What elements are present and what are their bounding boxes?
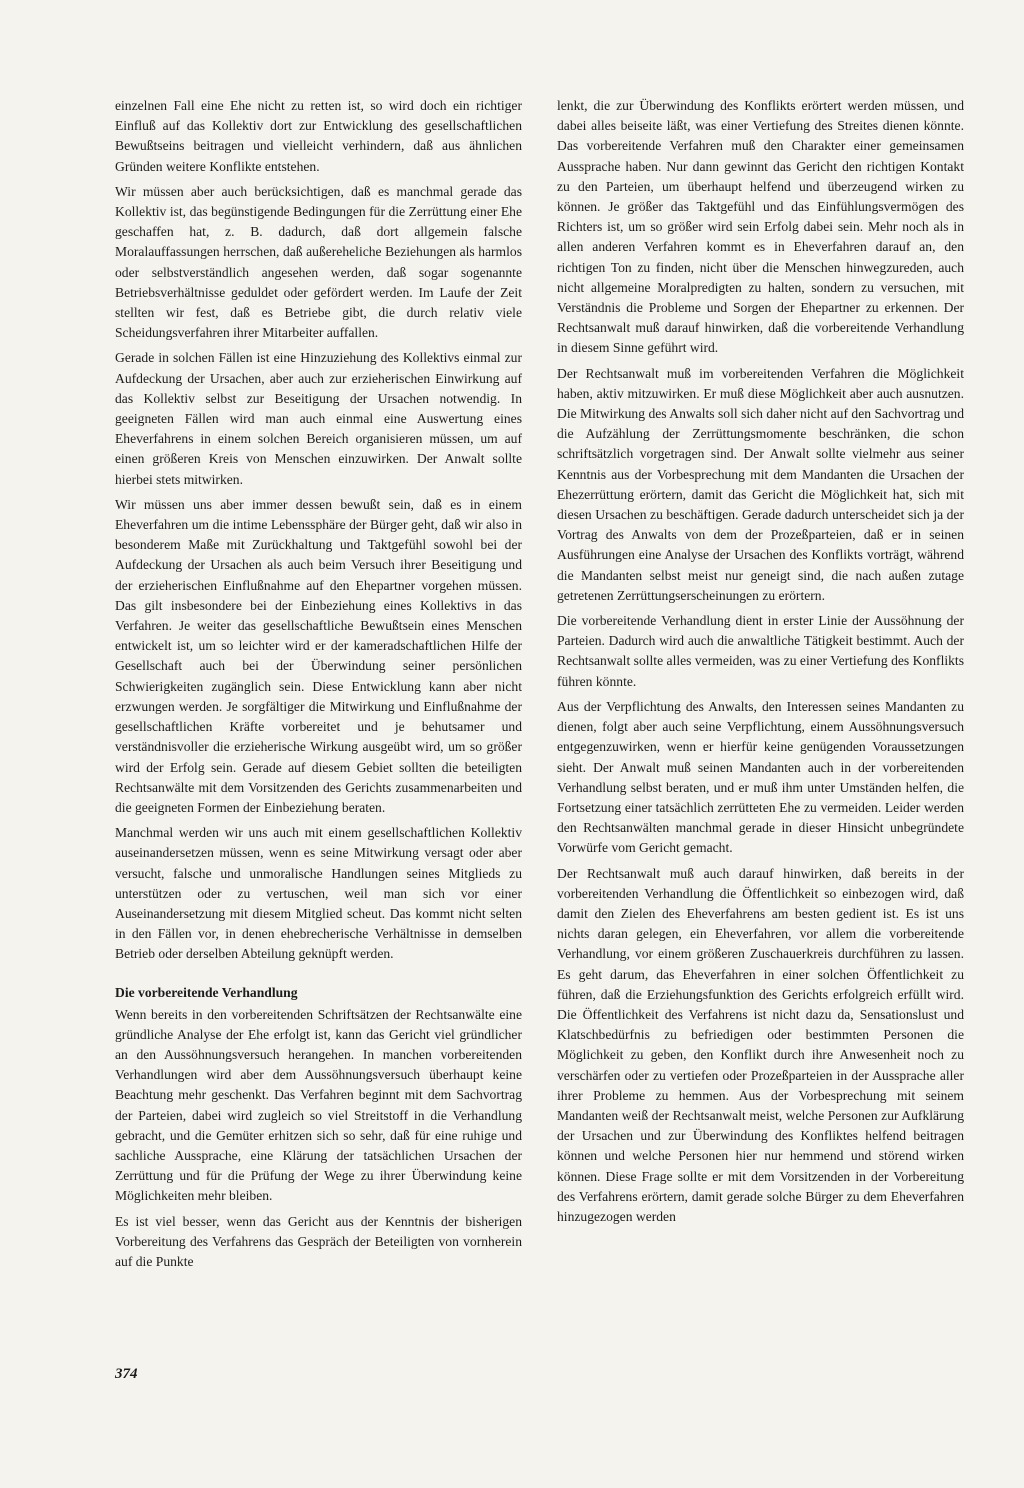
left-paragraph-6: Wenn bereits in den vorbereitenden Schriftsätzen der Rechtsanwälte eine gründliche Analyse der Ehe erfolgt ist, kann das Gericht viel gründlicher an den Aussöhnungsversuch herangehen. In manchen vorbereitenden Verhandlungen wird aber dem Aussöhnungsversuch überhaupt keine Beachtung mehr geschenkt. Das Verfahren beginnt mit dem Sachvortrag der Parteien, dabei wird zugleich so viel Streitstoff in die Verhandlung gebracht, und die Gemüter erhitzen sich so sehr, daß für eine ruhige und sachliche Aussprache, eine Klärung der tatsächlichen Ursachen der Zerrüttung und für die Prüfung der Wege zu ihrer Überwindung keine Möglichkeiten mehr bleiben. bbox=[115, 1006, 522, 1204]
right-paragraph-2: Der Rechtsanwalt muß im vorbereitenden Verfahren die Möglichkeit haben, aktiv mitzuwirken. Er muß diese Möglichkeit aber auch ausnutzen. Die Mitwirkung des Anwalts soll sich daher nicht auf den Sachvortrag und die Aufzählung der Zerrüttungsmomente beschränken, die schon schriftsätzlich vorgetragen sind. Der Anwalt sollte vielmehr aus seiner Kenntnis aus der Vorbesprechung mit dem Mandanten die Ursachen der Ehezerrüttung erörtern, damit das Gericht die Möglichkeit hat, sich mit diesen Ursachen zu beschäftigen. Gerade dadurch unterscheidet sich ja der Vortrag des Anwalts von dem der Prozeßparteien, daß er in seinen Ausführungen eine Analyse der Ursachen des Konflikts vorträgt, während die Mandanten selbst meist nur geneigt sind, die nach außen zutage getretenen Zerrüttungserscheinungen zu erörtern. bbox=[557, 365, 964, 603]
left-column bbox=[115, 96, 522, 1277]
right-paragraph-1: lenkt, die zur Überwindung des Konflikts erörtert werden müssen, und dabei alles beiseite läßt, was einer Vertiefung des Streites dienen könnte. Das vorbereitende Verfahren muß den Charakter einer gemeinsamen Aussprache haben. Nur dann gewinnt das Gericht den richtigen Kontakt zu den Parteien, um überhaupt helfend und überzeugend wirken zu können. Je größer das Taktgefühl und das Einfühlungsvermögen des Richters ist, um so größer wird sein Erfolg dabei sein. Mehr noch als in allen anderen Verfahren kommt es in Eheverfahren darauf an, den richtigen Ton zu finden, nicht über die Menschen hinwegzureden, auch nicht allgemeine Moralpredigten zu halten, sondern zu versuchen, mit Verständnis die Probleme und Sorgen der Ehepartner zu erkennen. Der Rechtsanwalt muß darauf hinwirken, daß die vorbereitende Verhandlung in diesem Sinne geführt wird. bbox=[557, 98, 964, 356]
right-paragraph-5: Der Rechtsanwalt muß auch darauf hinwirken, daß bereits in der vorbereitenden Verhandlung die Öffentlichkeit so einbezogen wird, daß damit den Zielen des Eheverfahrens am besten gedient ist. Es ist uns nichts daran gelegen, ein Eheverfahren, vor allem die vorbereitende Verhandlung, vor einem größeren Zuschauerkreis durchführen zu lassen. Es geht darum, das Eheverfahren in einer solchen Öffentlichkeit zu führen, daß die Erziehungsfunktion des Gerichts erfolgreich erfüllt wird. Die Öffentlichkeit des Verfahrens ist nicht dazu da, Sensationslust und Klatschbedürfnis zu befriedigen oder bestimmten Personen die Möglichkeit zu geben, den Konflikt durch ihre Anwesenheit noch zu verschärfen oder zu vertiefen oder Prozeßparteien in der Aussprache aller ihrer Probleme zu hemmen. Aus der Vorbesprechung mit seinem Mandanten weiß der Rechtsanwalt meist, welche Personen zur Aufklärung der Ursachen und zur Überwindung des Konfliktes helfend beitragen können und welche Personen hier nur hemmend und störend wirken können. Diese Frage sollte er mit dem Vorsitzenden in der Vorbereitung des Verfahrens erörtern, damit gerade solche Bürger zu dem Eheverfahren hinzugezogen werden bbox=[557, 865, 964, 1224]
section-heading: Die vorbereitende Verhandlung bbox=[115, 984, 298, 1000]
left-paragraph-4: Wir müssen uns aber immer dessen bewußt sein, daß es in einem Eheverfahren um die intime Lebenssphäre der Bürger geht, daß wir also in besonderem Maße mit Zurückhaltung und Taktgefühl sowohl bei der Aufdeckung der Ursachen als auch beim Versuch ihrer Beseitigung und der erzieherischen Einflußnahme auf den Ehepartner vorgehen müssen. Das gilt insbesondere bei der Einbeziehung eines Kollektivs in das Verfahren. Je weiter das gesellschaftliche Bewußtsein eines Menschen entwickelt ist, um so leichter wird er der kameradschaftlichen Hilfe der Gesellschaft auch bei der Überwindung seiner persönlichen Schwierigkeiten zugänglich sein. Diese Entwicklung kann aber nicht erzwungen werden. Je sorgfältiger die Mitwirkung und Einflußnahme der gesellschaftlichen Kräfte vorbereitet und je behutsamer und verständnisvoller die erzieherische Wirkung ausgeübt wird, um so größer wird der Erfolg sein. Gerade auf diesem Gebiet sollten die beteiligten Rechtsanwälte mit dem Vorsitzenden des Gerichts zusammenarbeiten und die geeigneten Formen der Einbeziehung beraten. bbox=[115, 496, 522, 815]
page-number: 374 bbox=[115, 1366, 138, 1382]
left-paragraph-3: Gerade in solchen Fällen ist eine Hinzuziehung des Kollektivs einmal zur Aufdeckung der Ursachen, aber auch zur erzieherischen Einwirkung auf das Kollektiv selbst zur Beseitigung der Ursachen notwendig. In geeigneten Fällen wird man auch einmal eine Auswertung eines Eheverfahrens in einem solchen Bereich organisieren müssen, um auf einen größeren Kreis von Menschen einzuwirken. Der Anwalt sollte hierbei stets mitwirken. bbox=[115, 350, 522, 487]
right-paragraph-4: Aus der Verpflichtung des Anwalts, den Interessen seines Mandanten zu dienen, folgt aber auch seine Verpflichtung, einem Aussöhnungsversuch entgegenzuwirken, wenn er hierfür keine genügenden Voraussetzungen sieht. Der Anwalt muß seinen Mandanten auch in der vorbereitenden Verhandlung selbst beraten, und er muß ihm unter Umständen helfen, die Fortsetzung einer tatsächlich zerrütteten Ehe zu vermeiden. Leider werden den Rechtsanwälten manchmal gerade in dieser Hinsicht unbegründete Vorwürfe vom Gericht gemacht. bbox=[557, 698, 964, 856]
left-paragraph-7: Es ist viel besser, wenn das Gericht aus der Kenntnis der bisherigen Vorbereitung des Verfahrens das Gespräch der Beteiligten von vornherein auf die Punkte bbox=[115, 1213, 522, 1269]
left-paragraph-5: Manchmal werden wir uns auch mit einem gesellschaftlichen Kollektiv auseinandersetzen müssen, wenn es seine Mitwirkung versagt oder aber versucht, falsche und unmoralische Handlungen seines Mitglieds zu unterstützen oder zu vertuschen, weil man sich vor einer Auseinandersetzung mit diesem Mitglied scheut. Das kommt nicht selten in den Fällen vor, in denen ehebrecherische Verhältnisse in demselben Betrieb oder derselben Abteilung geknüpft werden. bbox=[115, 825, 522, 962]
left-paragraph-2: Wir müssen aber auch berücksichtigen, daß es manchmal gerade das Kollektiv ist, das begünstigende Bedingungen für die Zerrüttung einer Ehe geschaffen hat, z. B. dadurch, daß dort allgemein falsche Moralauffassungen herrschen, daß außereheliche Beziehungen als harmlos oder selbstverständlich angesehen werden, daß sogar sogenannte Betriebsverhältnisse geduldet oder gefördert werden. Im Laufe der Zeit stellten wir fest, daß es Betriebe gibt, die durch relativ viele Scheidungsverfahren ihrer Mitarbeiter auffallen. bbox=[115, 183, 522, 341]
left-paragraph-1: einzelnen Fall eine Ehe nicht zu retten ist, so wird doch ein richtiger Einfluß auf das Kollektiv dort zur Entwicklung des gesellschaftlichen Bewußtseins beitragen und vielleicht verhindern, daß aus ähnlichen Gründen weitere Konflikte entstehen. bbox=[115, 98, 522, 174]
right-paragraph-3: Die vorbereitende Verhandlung dient in erster Linie der Aussöhnung der Parteien. Dadurch wird auch die anwaltliche Tätigkeit bestimmt. Auch der Rechtsanwalt sollte alles vermeiden, was zu einer Vertiefung des Konflikts führen könnte. bbox=[557, 613, 964, 689]
right-column bbox=[557, 96, 964, 1232]
